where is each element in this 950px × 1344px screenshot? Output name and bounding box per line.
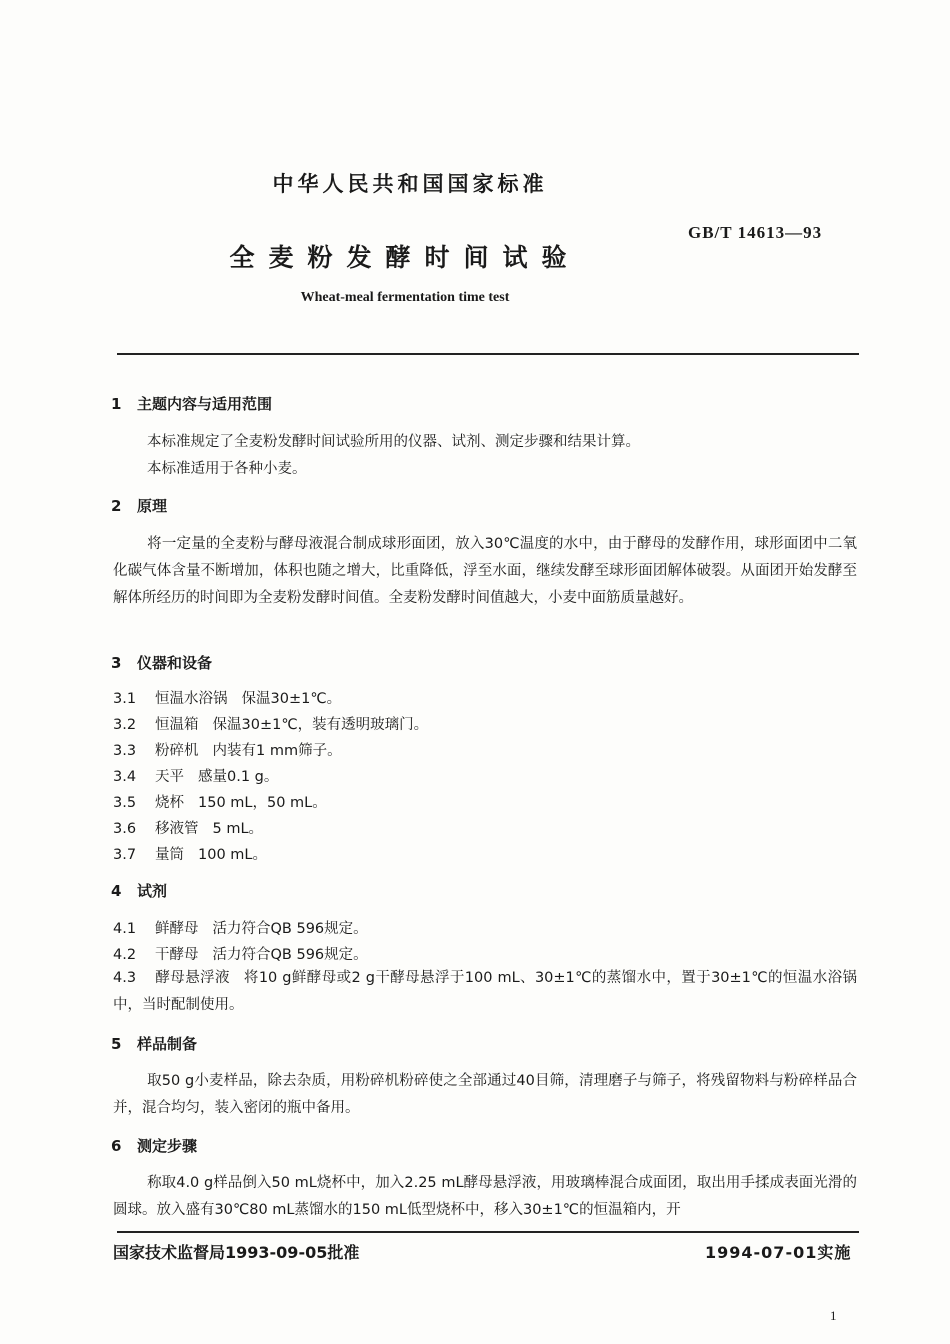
list-item: 3.1 恒温水浴锅 保温30±1℃。 — [113, 691, 342, 707]
list-item: 3.3 粉碎机 内装有1 mm筛子。 — [113, 743, 342, 759]
list-item: 4.1 鲜酵母 活力符合QB 596规定。 — [113, 921, 368, 937]
implementation-date: 1994-07-01实施 — [705, 1243, 852, 1262]
section-heading-3: 3 仪器和设备 — [111, 654, 213, 672]
list-item: 3.6 移液管 5 mL。 — [113, 821, 264, 837]
approval-date: 国家技术监督局1993-09-05批准 — [113, 1243, 360, 1262]
page-title: 全麦粉发酵时间试验 — [229, 243, 581, 272]
section-1-line-1: 本标准规定了全麦粉发酵时间试验所用的仪器、试剂、测定步骤和结果计算。 — [147, 434, 640, 450]
list-item: 3.7 量筒 100 mL。 — [113, 847, 267, 863]
top-divider — [117, 353, 859, 355]
section-heading-4: 4 试剂 — [111, 882, 168, 900]
list-item: 4.2 干酵母 活力符合QB 596规定。 — [113, 947, 368, 963]
english-title: Wheat-meal fermentation time test — [300, 290, 510, 305]
national-standard-heading: 中华人民共和国国家标准 — [272, 172, 548, 196]
section-1-line-2: 本标准适用于各种小麦。 — [147, 461, 307, 477]
list-item: 3.4 天平 感量0.1 g。 — [113, 769, 279, 785]
section-heading-1: 1 主题内容与适用范围 — [111, 395, 273, 413]
bottom-divider — [117, 1231, 859, 1233]
page-number: 1 — [830, 1308, 837, 1323]
standard-number: GB/T 14613—93 — [688, 223, 823, 242]
list-item: 3.5 烧杯 150 mL，50 mL。 — [113, 795, 327, 811]
list-item: 3.2 恒温箱 保温30±1℃，装有透明玻璃门。 — [113, 717, 429, 733]
section-heading-5: 5 样品制备 — [111, 1035, 198, 1053]
section-2-paragraph: 将一定量的全麦粉与酵母液混合制成球形面团，放入30℃温度的水中，由于酵母的发酵作用，球形面团中二氧化碳气体含量不断增加，体积也随之增大，比重降低，浮至水面，继续发酵至球形面团解体破裂。从面团开始发酵至解体所经历的时间即为全麦粉发酵时间值。全麦粉发酵时间值越大，小麦中面筋质量越好。 — [113, 536, 857, 606]
list-item: 4.3 酵母悬浮液 将10 g鲜酵母或2 g干酵母悬浮于100 mL、30±1℃的蒸馏水中，置于30±1℃的恒温水浴锅中，当时配制使用。 — [113, 970, 858, 1013]
section-6-paragraph: 称取4.0 g样品倒入50 mL烧杯中，加入2.25 mL酵母悬浮液，用玻璃棒混合成面团，取出用手揉成表面光滑的圆球。放入盛有30℃80 mL蒸馏水的150 mL低型烧杯中，移入30±1℃的恒温箱内，开 — [113, 1175, 857, 1218]
section-heading-6: 6 测定步骤 — [111, 1137, 198, 1155]
section-heading-2: 2 原理 — [111, 497, 168, 515]
section-5-paragraph: 取50 g小麦样品，除去杂质，用粉碎机粉碎使之全部通过40目筛，清理磨子与筛子，将残留物料与粉碎样品合并，混合均匀，装入密闭的瓶中备用。 — [113, 1073, 857, 1116]
